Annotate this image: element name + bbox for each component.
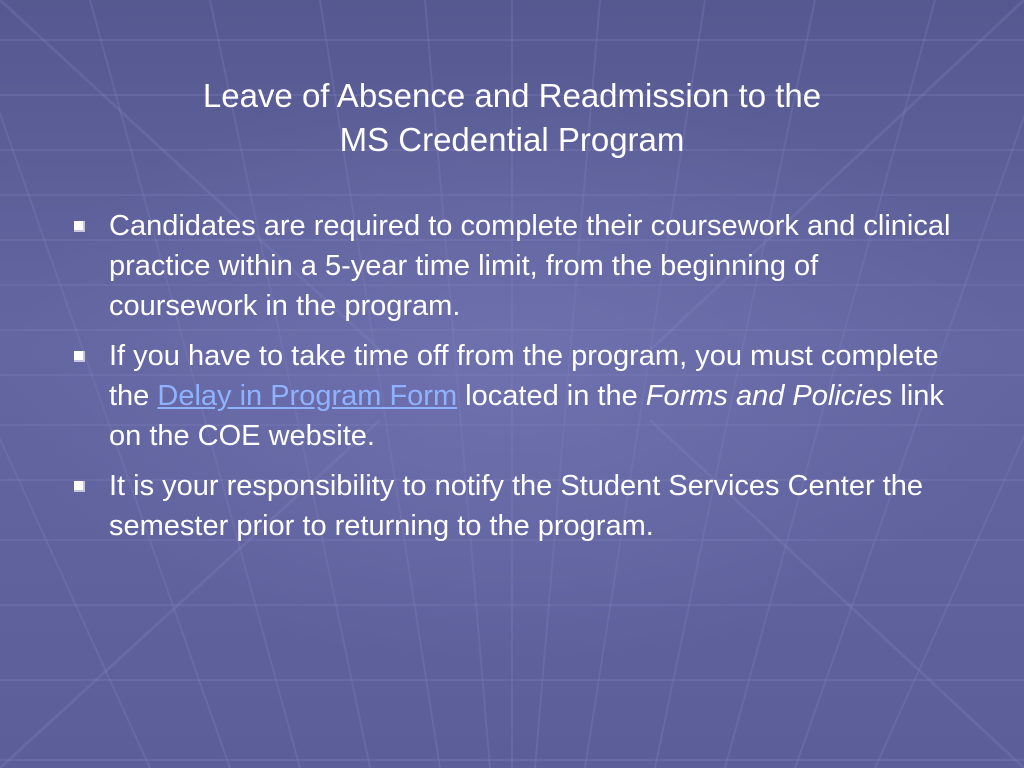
square-bullet-icon <box>74 351 85 362</box>
bullet-list <box>70 206 970 556</box>
bullet-text-after: link on the COE website. <box>109 380 944 452</box>
title-line-1: Leave of Absence and Readmission to the <box>202 77 822 115</box>
bullet-text-middle: located in the <box>457 380 646 412</box>
slide-title <box>100 74 924 162</box>
bullet-text-before: If you have to take time off from the program, you must complete the <box>109 340 939 412</box>
bullet-text: Candidates are required to complete their coursework and clinical practice within a 5-year time limit, from the beginning of coursework in the program. <box>109 210 951 322</box>
bullet-item <box>70 466 970 546</box>
bullet-item <box>70 206 970 326</box>
square-bullet-icon <box>74 481 85 492</box>
bullet-text: It is your responsibility to notify the Student Services Center the semester prior to returning to the program. <box>109 470 924 542</box>
square-bullet-icon <box>74 221 85 232</box>
bullet-item <box>70 336 970 456</box>
forms-and-policies-text: Forms and Policies <box>645 380 893 412</box>
delay-in-program-form-link[interactable]: Delay in Program Form <box>157 380 458 412</box>
title-line-2: MS Credential Program <box>339 121 685 159</box>
